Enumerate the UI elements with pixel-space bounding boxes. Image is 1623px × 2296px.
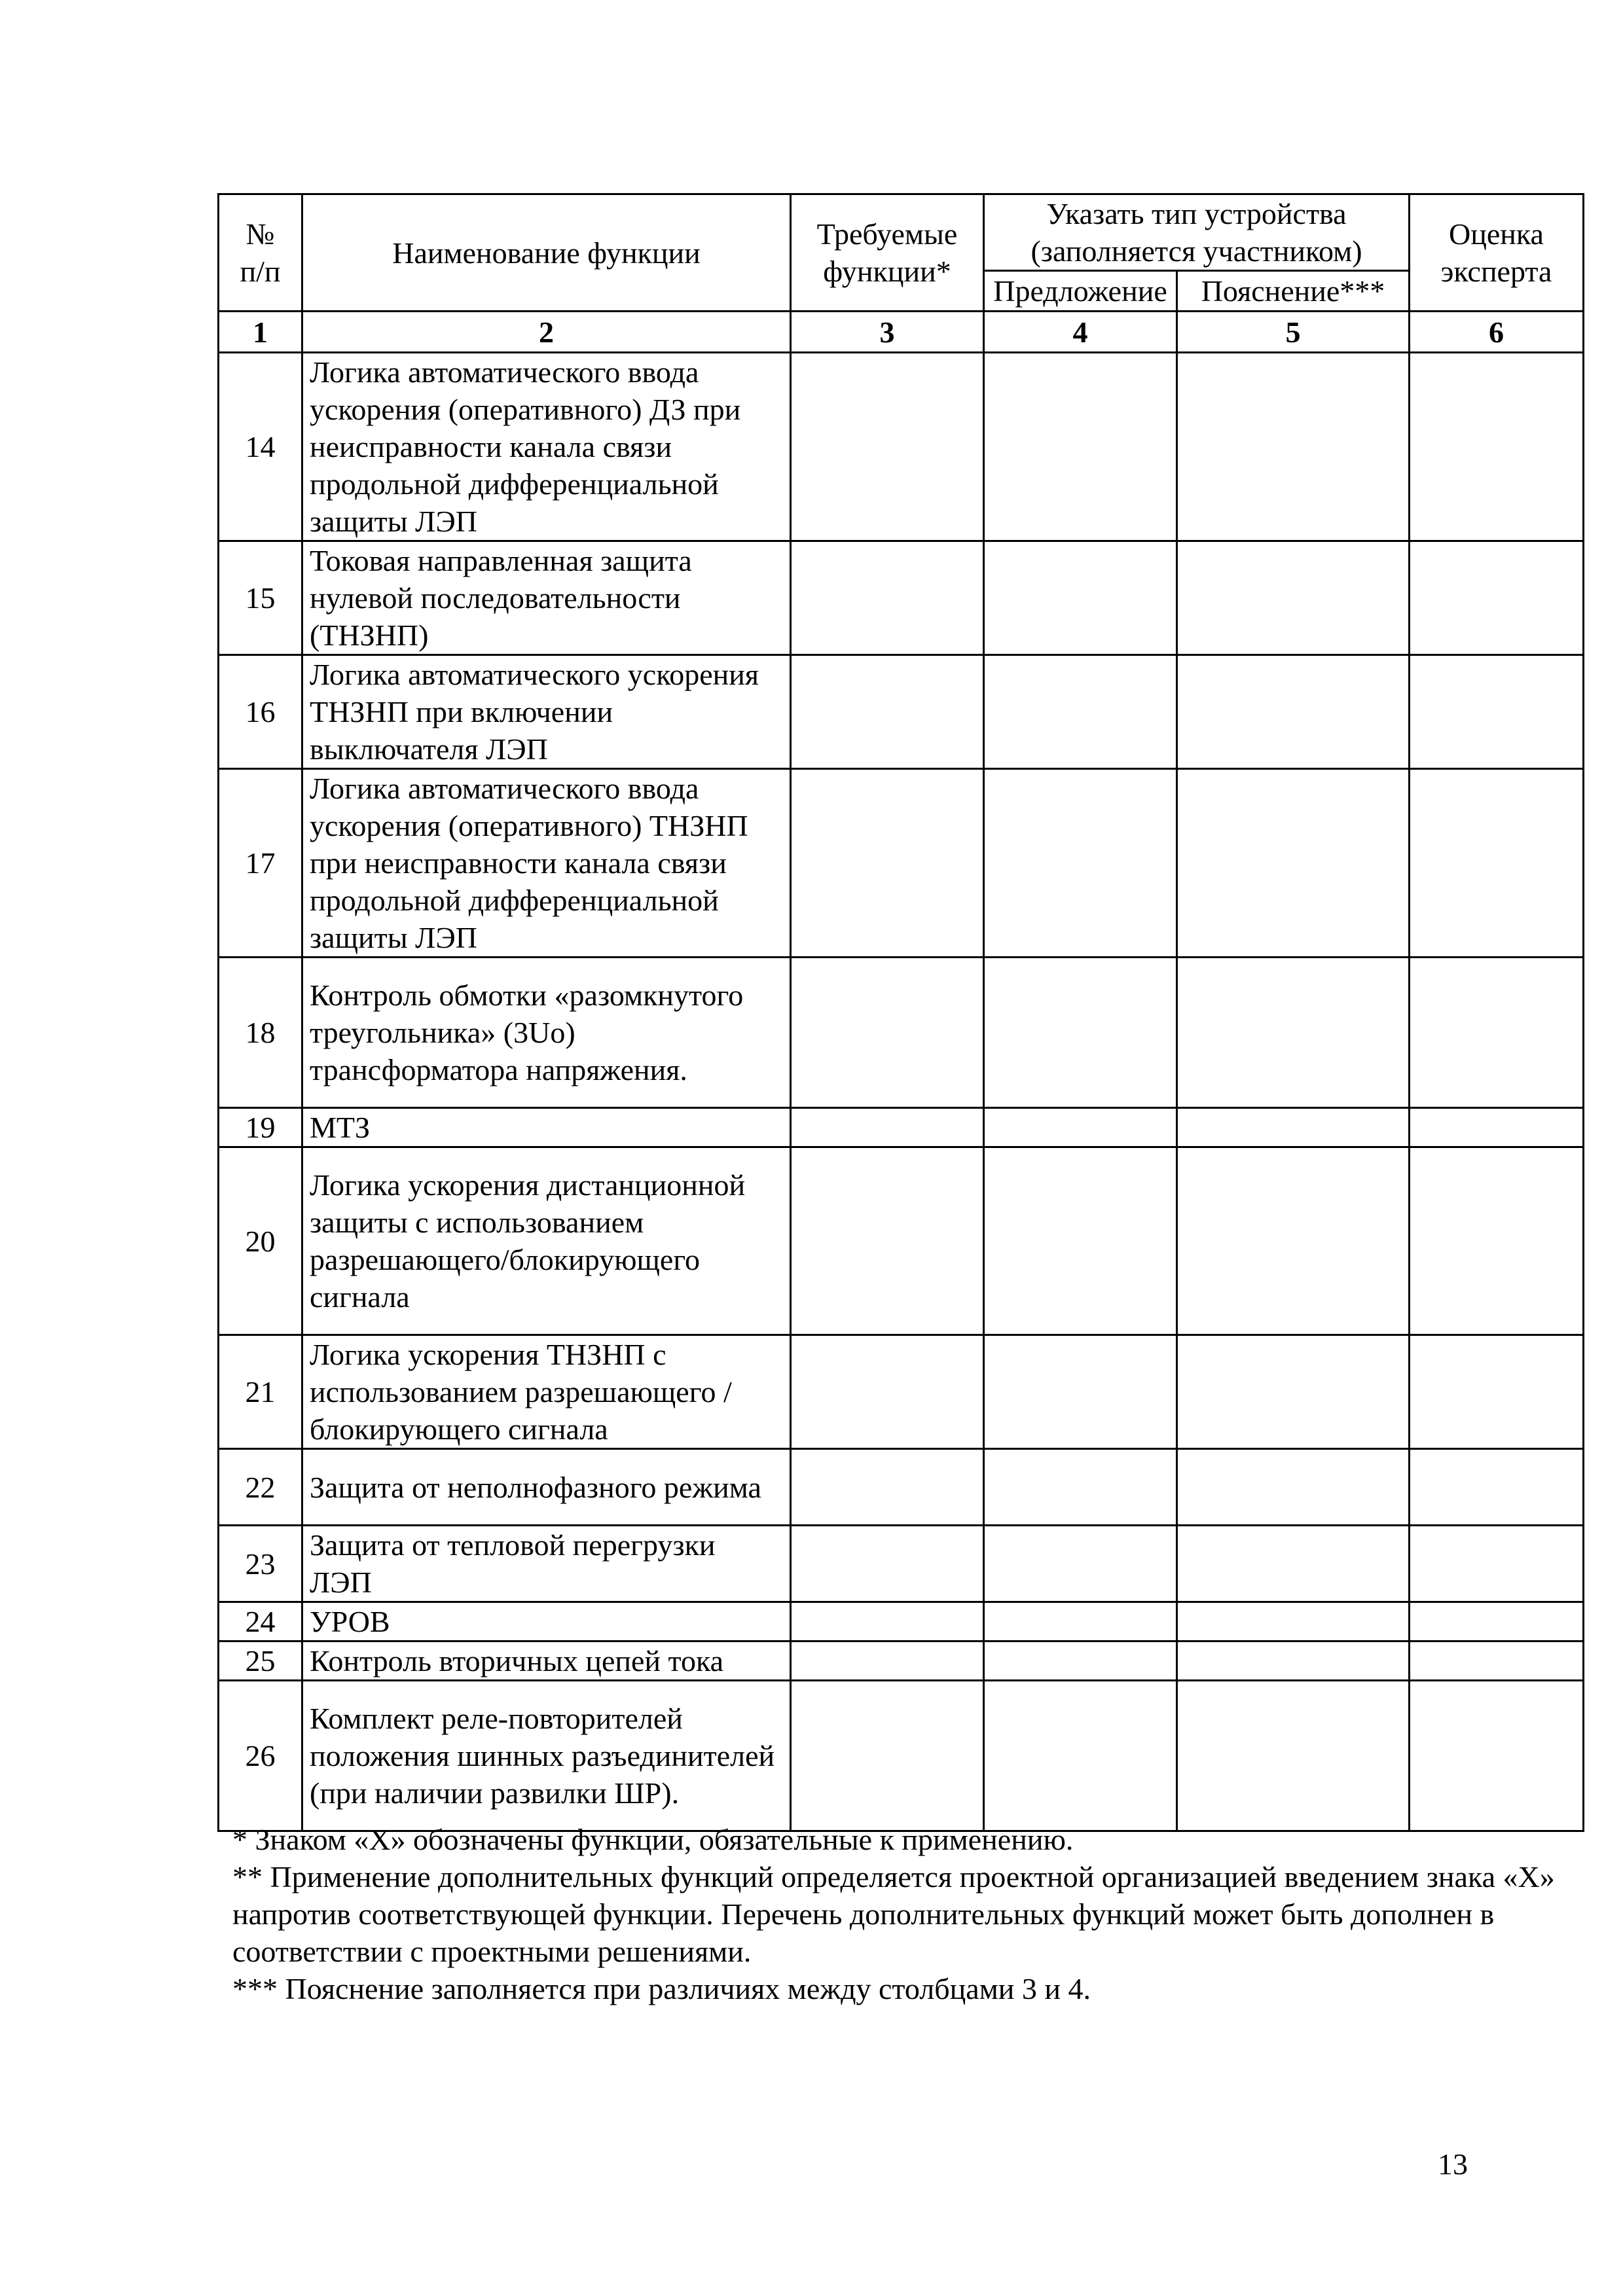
required-cell[interactable]	[791, 958, 984, 1108]
table-row	[219, 353, 1584, 541]
table-row	[219, 1602, 1584, 1641]
row-number: 21	[219, 1335, 302, 1449]
proposal-cell[interactable]	[984, 655, 1177, 769]
column-number: 4	[984, 312, 1177, 353]
required-cell[interactable]	[791, 1108, 984, 1147]
row-number: 15	[219, 541, 302, 655]
required-cell[interactable]	[791, 1641, 984, 1681]
functions-table	[217, 193, 1584, 1832]
explanation-cell[interactable]	[1177, 353, 1410, 541]
function-name: МТЗ	[302, 1108, 791, 1147]
required-cell[interactable]	[791, 1526, 984, 1602]
table-row	[219, 655, 1584, 769]
function-name: Логика ускорения ТНЗНП с использованием разрешающего /блокирующего сигнала	[302, 1335, 791, 1449]
function-name: Токовая направленная защита нулевой последовательности (ТНЗНП)	[302, 541, 791, 655]
header-explanation: Пояснение***	[1177, 271, 1410, 312]
function-name: Логика ускорения дистанционной защиты с использованием разрешающего/блокирующего сигнала	[302, 1147, 791, 1335]
row-number: 16	[219, 655, 302, 769]
row-number: 23	[219, 1526, 302, 1602]
function-name: Защита от неполнофазного режима	[302, 1449, 791, 1526]
function-name: Комплект реле-повторителей положения шинных разъединителей (при наличии развилки ШР).	[302, 1681, 791, 1831]
proposal-cell[interactable]	[984, 1335, 1177, 1449]
explanation-cell[interactable]	[1177, 958, 1410, 1108]
explanation-cell[interactable]	[1177, 1526, 1410, 1602]
required-cell[interactable]	[791, 1681, 984, 1831]
proposal-cell[interactable]	[984, 541, 1177, 655]
function-name: УРОВ	[302, 1602, 791, 1641]
footnote-required: * Знаком «Х» обозначены функции, обязательные к применению.	[232, 1823, 1074, 1856]
proposal-cell[interactable]	[984, 769, 1177, 958]
column-number: 1	[219, 312, 302, 353]
explanation-cell[interactable]	[1177, 541, 1410, 655]
footnote-explanation: *** Пояснение заполняется при различиях между столбцами 3 и 4.	[232, 1972, 1091, 2005]
expert-cell[interactable]	[1410, 1449, 1584, 1526]
proposal-cell[interactable]	[984, 1147, 1177, 1335]
table-row	[219, 1681, 1584, 1831]
required-cell[interactable]	[791, 1335, 984, 1449]
expert-cell[interactable]	[1410, 1526, 1584, 1602]
function-name: Контроль вторичных цепей тока	[302, 1641, 791, 1681]
row-number: 22	[219, 1449, 302, 1526]
proposal-cell[interactable]	[984, 1641, 1177, 1681]
proposal-cell[interactable]	[984, 1602, 1177, 1641]
table-row	[219, 1108, 1584, 1147]
header-device-type: Указать тип устройства (заполняется участником)	[984, 194, 1410, 271]
required-cell[interactable]	[791, 655, 984, 769]
expert-cell[interactable]	[1410, 1681, 1584, 1831]
row-number: 19	[219, 1108, 302, 1147]
proposal-cell[interactable]	[984, 1108, 1177, 1147]
proposal-cell[interactable]	[984, 1681, 1177, 1831]
row-number: 26	[219, 1681, 302, 1831]
column-number: 6	[1410, 312, 1584, 353]
explanation-cell[interactable]	[1177, 1681, 1410, 1831]
header-required: Требуемые функции*	[791, 194, 984, 312]
table-row	[219, 1335, 1584, 1449]
expert-cell[interactable]	[1410, 769, 1584, 958]
table-row	[219, 1147, 1584, 1335]
explanation-cell[interactable]	[1177, 1335, 1410, 1449]
column-number: 3	[791, 312, 984, 353]
required-cell[interactable]	[791, 1602, 984, 1641]
footnotes	[232, 1821, 1581, 2007]
expert-cell[interactable]	[1410, 655, 1584, 769]
header-name: Наименование функции	[302, 194, 791, 312]
header-num: № п/п	[219, 194, 302, 312]
table-row	[219, 1449, 1584, 1526]
footnote-additional: ** Применение дополнительных функций определяется проектной организацией введением знака «Х» напротив соответствующей функции. Перечень дополнительных функций может быть дополнен в соответствии с проектными решениями.	[232, 1860, 1555, 1968]
table-row	[219, 958, 1584, 1108]
function-name: Защита от тепловой перегрузки ЛЭП	[302, 1526, 791, 1602]
row-number: 25	[219, 1641, 302, 1681]
row-number: 24	[219, 1602, 302, 1641]
table-row	[219, 1526, 1584, 1602]
proposal-cell[interactable]	[984, 353, 1177, 541]
proposal-cell[interactable]	[984, 1449, 1177, 1526]
required-cell[interactable]	[791, 541, 984, 655]
explanation-cell[interactable]	[1177, 1641, 1410, 1681]
header-proposal: Предложение	[984, 271, 1177, 312]
row-number: 17	[219, 769, 302, 958]
row-number: 18	[219, 958, 302, 1108]
required-cell[interactable]	[791, 1147, 984, 1335]
explanation-cell[interactable]	[1177, 655, 1410, 769]
header-expert: Оценка эксперта	[1410, 194, 1584, 312]
required-cell[interactable]	[791, 353, 984, 541]
expert-cell[interactable]	[1410, 1641, 1584, 1681]
row-number: 14	[219, 353, 302, 541]
function-name: Контроль обмотки «разомкнутого треугольника» (3Uo) трансформатора напряжения.	[302, 958, 791, 1108]
expert-cell[interactable]	[1410, 1335, 1584, 1449]
expert-cell[interactable]	[1410, 1108, 1584, 1147]
explanation-cell[interactable]	[1177, 1602, 1410, 1641]
proposal-cell[interactable]	[984, 1526, 1177, 1602]
row-number: 20	[219, 1147, 302, 1335]
column-number: 5	[1177, 312, 1410, 353]
column-number-row	[219, 312, 1584, 353]
function-name: Логика автоматического ввода ускорения (оперативного) ТНЗНП при неисправности канала связи продольной дифференциальной защиты ЛЭП	[302, 769, 791, 958]
expert-cell[interactable]	[1410, 353, 1584, 541]
function-name: Логика автоматического ввода ускорения (оперативного) ДЗ при неисправности канала связи продольной дифференциальной защиты ЛЭП	[302, 353, 791, 541]
explanation-cell[interactable]	[1177, 1449, 1410, 1526]
required-cell[interactable]	[791, 1449, 984, 1526]
expert-cell[interactable]	[1410, 541, 1584, 655]
function-name: Логика автоматического ускорения ТНЗНП при включении выключателя ЛЭП	[302, 655, 791, 769]
table-row	[219, 769, 1584, 958]
expert-cell[interactable]	[1410, 958, 1584, 1108]
explanation-cell[interactable]	[1177, 1147, 1410, 1335]
page-number: 13	[1438, 2147, 1468, 2181]
required-cell[interactable]	[791, 769, 984, 958]
expert-cell[interactable]	[1410, 1147, 1584, 1335]
table-row	[219, 541, 1584, 655]
column-number: 2	[302, 312, 791, 353]
explanation-cell[interactable]	[1177, 769, 1410, 958]
explanation-cell[interactable]	[1177, 1108, 1410, 1147]
proposal-cell[interactable]	[984, 958, 1177, 1108]
table-row	[219, 1641, 1584, 1681]
expert-cell[interactable]	[1410, 1602, 1584, 1641]
